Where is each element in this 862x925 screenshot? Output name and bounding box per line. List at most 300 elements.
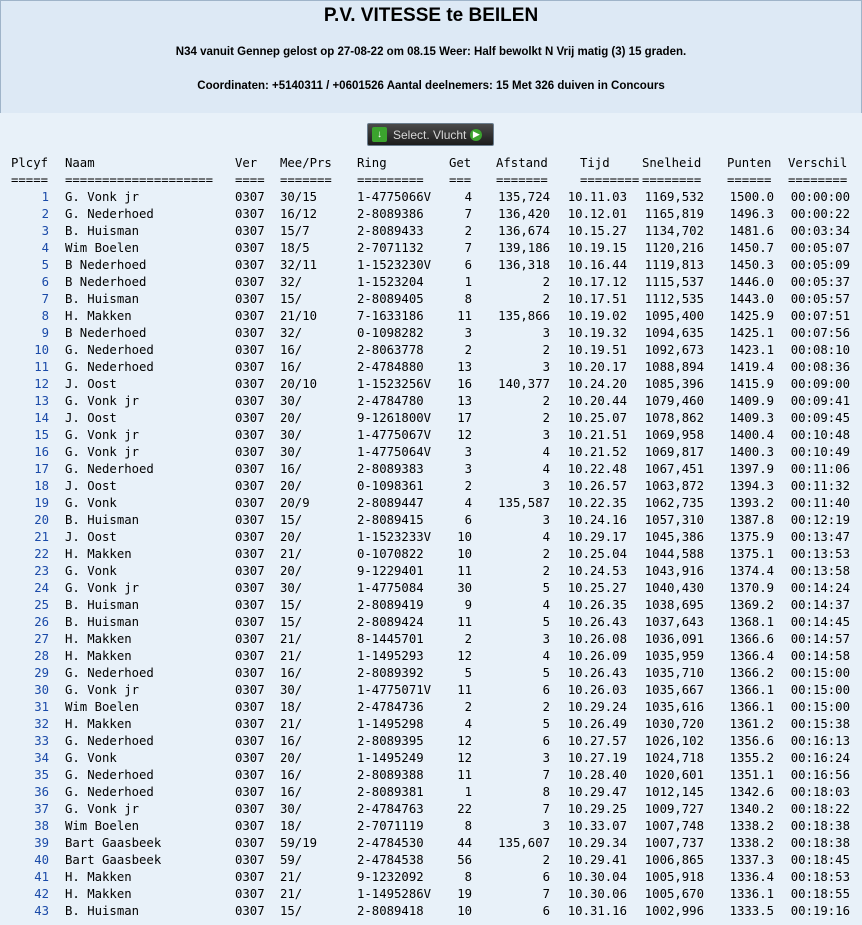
place-cell: 4 [41,241,49,255]
snelheid-cell: 1063,872 [644,479,704,493]
name-cell: B. Huisman [65,224,140,238]
tijd-cell: 10.29.25 [567,802,627,816]
snelheid-cell: 1169,532 [644,190,704,204]
table-row [0,682,862,699]
ring-cell: 2-8089381 [357,785,424,799]
name-cell: G. Vonk jr [65,445,140,459]
table-row [0,359,862,376]
ver-cell: 0307 [235,360,265,374]
punten-cell: 1496.3 [729,207,774,221]
ver-cell: 0307 [235,785,265,799]
ver-cell: 0307 [235,836,265,850]
tijd-cell: 10.19.02 [567,309,627,323]
ver-cell: 0307 [235,904,265,918]
name-cell: G. Nederhoed [65,360,154,374]
mee-prs-cell: 21/10 [280,309,318,323]
place-cell: 6 [41,275,49,289]
place-cell: 21 [34,530,49,544]
punten-cell: 1400.4 [729,428,774,442]
mee-prs-cell: 16/ [280,360,303,374]
afstand-cell: 5 [542,717,550,731]
punten-cell: 1409.9 [729,394,774,408]
get-cell: 30 [457,581,472,595]
get-cell: 12 [457,428,472,442]
afstand-cell: 2 [542,700,550,714]
afstand-cell: 2 [542,411,550,425]
mee-prs-cell: 18/5 [280,241,310,255]
mee-prs-cell: 30/ [280,802,303,816]
ring-cell: 9-1232092 [357,870,424,884]
snelheid-cell: 1035,616 [644,700,704,714]
place-cell: 31 [34,700,49,714]
verschil-cell: 00:05:37 [790,275,850,289]
name-cell: B. Huisman [65,513,140,527]
table-row [0,869,862,886]
snelheid-cell: 1120,216 [644,241,704,255]
punten-cell: 1361.2 [729,717,774,731]
verschil-cell: 00:09:41 [790,394,850,408]
afstand-cell: 135,724 [498,190,550,204]
place-cell: 27 [34,632,49,646]
mee-prs-cell: 15/ [280,615,303,629]
tijd-cell: 10.25.27 [567,581,627,595]
verschil-cell: 00:03:34 [790,224,850,238]
punten-cell: 1393.2 [729,496,774,510]
mee-prs-cell: 15/ [280,904,303,918]
punten-cell: 1450.3 [729,258,774,272]
punten-cell: 1500.0 [729,190,774,204]
ver-cell: 0307 [235,343,265,357]
mee-prs-cell: 20/ [280,751,303,765]
snelheid-cell: 1085,396 [644,377,704,391]
tijd-cell: 10.12.01 [567,207,627,221]
ver-cell: 0307 [235,411,265,425]
arrow-right-icon: ▶ [470,129,482,141]
place-cell: 39 [34,836,49,850]
get-cell: 4 [464,717,472,731]
punten-cell: 1409.3 [729,411,774,425]
tijd-cell: 10.25.07 [567,411,627,425]
mee-prs-cell: 20/ [280,564,303,578]
ring-cell: 2-7071119 [357,819,424,833]
get-cell: 4 [464,496,472,510]
tijd-cell: 10.26.57 [567,479,627,493]
flight-info: N34 vanuit Gennep gelost op 27-08-22 om 08.15 Weer: Half bewolkt N Vrij matig (3) 15 graden. [175,46,687,58]
afstand-cell: 2 [542,275,550,289]
afstand-cell: 136,674 [498,224,550,238]
punten-cell: 1397.9 [729,462,774,476]
snelheid-cell: 1035,667 [644,683,704,697]
name-cell: J. Oost [65,530,117,544]
punten-cell: 1374.4 [729,564,774,578]
punten-cell: 1355.2 [729,751,774,765]
afstand-cell: 3 [542,428,550,442]
ver-cell: 0307 [235,615,265,629]
ver-cell: 0307 [235,292,265,306]
ver-cell: 0307 [235,751,265,765]
tijd-cell: 10.29.47 [567,785,627,799]
verschil-cell: 00:18:45 [790,853,850,867]
snelheid-cell: 1037,643 [644,615,704,629]
separator: ==================== [65,173,214,187]
name-cell: G. Vonk jr [65,394,140,408]
verschil-cell: 00:18:38 [790,836,850,850]
ver-cell: 0307 [235,394,265,408]
table-row [0,512,862,529]
table-row [0,444,862,461]
snelheid-cell: 1005,918 [644,870,704,884]
name-cell: G. Nederhoed [65,768,154,782]
table-row [0,903,862,920]
afstand-cell: 5 [542,666,550,680]
table-row [0,308,862,325]
table-row [0,886,862,903]
table-row [0,852,862,869]
place-cell: 9 [41,326,49,340]
snelheid-cell: 1095,400 [644,309,704,323]
ring-cell: 2-8089405 [357,292,424,306]
punten-cell: 1351.1 [729,768,774,782]
name-cell: G. Vonk jr [65,683,140,697]
table-row [0,801,862,818]
snelheid-cell: 1005,670 [644,887,704,901]
tijd-cell: 10.20.44 [567,394,627,408]
place-cell: 7 [41,292,49,306]
get-cell: 12 [457,649,472,663]
verschil-cell: 00:12:19 [790,513,850,527]
place-cell: 32 [34,717,49,731]
place-cell: 14 [34,411,49,425]
ver-cell: 0307 [235,224,265,238]
afstand-cell: 4 [542,462,550,476]
separator: ======== [788,173,848,187]
place-cell: 28 [34,649,49,663]
verschil-cell: 00:15:38 [790,717,850,731]
get-cell: 12 [457,751,472,765]
ver-cell: 0307 [235,377,265,391]
get-cell: 22 [457,802,472,816]
name-cell: H. Makken [65,717,132,731]
punten-cell: 1340.2 [729,802,774,816]
place-cell: 30 [34,683,49,697]
get-cell: 5 [464,666,472,680]
table-row [0,189,862,206]
name-cell: H. Makken [65,632,132,646]
table-row [0,393,862,410]
ver-cell: 0307 [235,496,265,510]
afstand-cell: 6 [542,683,550,697]
col-header-verschil: Verschil [788,156,848,170]
tijd-cell: 10.26.43 [567,615,627,629]
place-cell: 18 [34,479,49,493]
punten-cell: 1366.1 [729,683,774,697]
ring-cell: 2-8089392 [357,666,424,680]
get-cell: 10 [457,530,472,544]
name-cell: Wim Boelen [65,241,140,255]
verschil-cell: 00:10:49 [790,445,850,459]
get-cell: 17 [457,411,472,425]
separator: ======== [580,173,640,187]
get-cell: 11 [457,615,472,629]
punten-cell: 1366.6 [729,632,774,646]
ring-cell: 2-8089386 [357,207,424,221]
punten-cell: 1370.9 [729,581,774,595]
results-table [0,155,862,920]
afstand-cell: 2 [542,547,550,561]
mee-prs-cell: 18/ [280,700,303,714]
verschil-cell: 00:11:06 [790,462,850,476]
tijd-cell: 10.28.40 [567,768,627,782]
tijd-cell: 10.17.12 [567,275,627,289]
get-cell: 11 [457,309,472,323]
afstand-cell: 3 [542,513,550,527]
afstand-cell: 2 [542,564,550,578]
ver-cell: 0307 [235,802,265,816]
name-cell: H. Makken [65,887,132,901]
snelheid-cell: 1040,430 [644,581,704,595]
verschil-cell: 00:13:58 [790,564,850,578]
verschil-cell: 00:11:40 [790,496,850,510]
get-cell: 4 [464,190,472,204]
punten-cell: 1366.4 [729,649,774,663]
place-cell: 2 [41,207,49,221]
get-cell: 2 [464,224,472,238]
get-cell: 1 [464,785,472,799]
name-cell: G. Nederhoed [65,462,154,476]
ver-cell: 0307 [235,887,265,901]
table-row [0,835,862,852]
place-cell: 33 [34,734,49,748]
mee-prs-cell: 30/ [280,445,303,459]
verschil-cell: 00:05:09 [790,258,850,272]
mee-prs-cell: 32/11 [280,258,318,272]
snelheid-cell: 1115,537 [644,275,704,289]
ver-cell: 0307 [235,241,265,255]
ver-cell: 0307 [235,428,265,442]
table-row [0,291,862,308]
table-row [0,461,862,478]
table-row [0,342,862,359]
ver-cell: 0307 [235,649,265,663]
verschil-cell: 00:07:51 [790,309,850,323]
mee-prs-cell: 32/ [280,275,303,289]
tijd-cell: 10.26.09 [567,649,627,663]
mee-prs-cell: 16/ [280,734,303,748]
snelheid-cell: 1094,635 [644,326,704,340]
punten-cell: 1368.1 [729,615,774,629]
separator: ========= [357,173,424,187]
name-cell: B. Huisman [65,904,140,918]
ver-cell: 0307 [235,819,265,833]
tijd-cell: 10.26.35 [567,598,627,612]
ring-cell: 1-1523204 [357,275,424,289]
separator: ======== [642,173,702,187]
place-cell: 42 [34,887,49,901]
get-cell: 8 [464,292,472,306]
ring-cell: 9-1261800V [357,411,432,425]
verschil-cell: 00:13:53 [790,547,850,561]
get-cell: 11 [457,564,472,578]
snelheid-cell: 1067,451 [644,462,704,476]
afstand-cell: 7 [542,887,550,901]
mee-prs-cell: 59/ [280,853,303,867]
ring-cell: 2-7071132 [357,241,424,255]
tijd-cell: 10.16.44 [567,258,627,272]
ver-cell: 0307 [235,717,265,731]
table-row [0,665,862,682]
place-cell: 13 [34,394,49,408]
snelheid-cell: 1044,588 [644,547,704,561]
mee-prs-cell: 21/ [280,632,303,646]
snelheid-cell: 1088,894 [644,360,704,374]
tijd-cell: 10.27.19 [567,751,627,765]
snelheid-cell: 1006,865 [644,853,704,867]
mee-prs-cell: 21/ [280,870,303,884]
name-cell: J. Oost [65,377,117,391]
col-header-ring: Ring [357,156,387,170]
ring-cell: 2-4784880 [357,360,424,374]
afstand-cell: 135,587 [498,496,550,510]
name-cell: G. Nederhoed [65,343,154,357]
name-cell: G. Vonk [65,751,117,765]
punten-cell: 1425.1 [729,326,774,340]
ring-cell: 2-4784763 [357,802,424,816]
get-cell: 3 [464,326,472,340]
ver-cell: 0307 [235,190,265,204]
snelheid-cell: 1002,996 [644,904,704,918]
ring-cell: 1-4775066V [357,190,432,204]
get-cell: 10 [457,904,472,918]
get-cell: 2 [464,700,472,714]
afstand-cell: 2 [542,394,550,408]
snelheid-cell: 1007,737 [644,836,704,850]
place-cell: 10 [34,343,49,357]
tijd-cell: 10.24.20 [567,377,627,391]
snelheid-cell: 1069,958 [644,428,704,442]
get-cell: 16 [457,377,472,391]
verschil-cell: 00:08:10 [790,343,850,357]
punten-cell: 1342.6 [729,785,774,799]
get-cell: 56 [457,853,472,867]
ring-cell: 1-4775064V [357,445,432,459]
ver-cell: 0307 [235,547,265,561]
ring-cell: 1-4775084 [357,581,424,595]
ring-cell: 2-8089418 [357,904,424,918]
mee-prs-cell: 16/ [280,462,303,476]
col-header-place: Plcyf [11,156,49,170]
snelheid-cell: 1165,819 [644,207,704,221]
tijd-cell: 10.29.41 [567,853,627,867]
name-cell: B. Huisman [65,292,140,306]
table-row [0,427,862,444]
mee-prs-cell: 15/ [280,513,303,527]
place-cell: 41 [34,870,49,884]
ver-cell: 0307 [235,853,265,867]
punten-cell: 1415.9 [729,377,774,391]
name-cell: G. Vonk jr [65,190,140,204]
tijd-cell: 10.26.03 [567,683,627,697]
table-row [0,410,862,427]
ver-cell: 0307 [235,768,265,782]
get-cell: 7 [464,241,472,255]
mee-prs-cell: 30/ [280,581,303,595]
tijd-cell: 10.29.34 [567,836,627,850]
tijd-cell: 10.19.15 [567,241,627,255]
punten-cell: 1366.1 [729,700,774,714]
verschil-cell: 00:16:24 [790,751,850,765]
place-cell: 15 [34,428,49,442]
tijd-cell: 10.22.35 [567,496,627,510]
ver-cell: 0307 [235,632,265,646]
snelheid-cell: 1024,718 [644,751,704,765]
name-cell: G. Nederhoed [65,207,154,221]
col-header-tijd: Tijd [580,156,610,170]
get-cell: 1 [464,275,472,289]
ver-cell: 0307 [235,700,265,714]
tijd-cell: 10.31.16 [567,904,627,918]
col-header-mee: Mee/Prs [280,156,332,170]
mee-prs-cell: 15/ [280,292,303,306]
get-cell: 3 [464,445,472,459]
snelheid-cell: 1078,862 [644,411,704,425]
name-cell: H. Makken [65,547,132,561]
verschil-cell: 00:14:37 [790,598,850,612]
table-row [0,750,862,767]
verschil-cell: 00:09:00 [790,377,850,391]
name-cell: H. Makken [65,870,132,884]
place-cell: 25 [34,598,49,612]
ring-cell: 2-8089395 [357,734,424,748]
table-row [0,648,862,665]
afstand-cell: 3 [542,326,550,340]
name-cell: H. Makken [65,309,132,323]
ver-cell: 0307 [235,275,265,289]
punten-cell: 1425.9 [729,309,774,323]
ver-cell: 0307 [235,326,265,340]
snelheid-cell: 1134,702 [644,224,704,238]
mee-prs-cell: 20/ [280,530,303,544]
afstand-cell: 3 [542,632,550,646]
select-flight-button[interactable] [367,123,494,146]
mee-prs-cell: 16/ [280,768,303,782]
punten-cell: 1356.6 [729,734,774,748]
separator: ====== [727,173,772,187]
verschil-cell: 00:18:22 [790,802,850,816]
verschil-cell: 00:16:56 [790,768,850,782]
place-cell: 22 [34,547,49,561]
ring-cell: 1-1495298 [357,717,424,731]
table-row [0,546,862,563]
get-cell: 11 [457,683,472,697]
punten-cell: 1400.3 [729,445,774,459]
tijd-cell: 10.19.51 [567,343,627,357]
table-row [0,206,862,223]
place-cell: 23 [34,564,49,578]
afstand-cell: 3 [542,479,550,493]
tijd-cell: 10.29.17 [567,530,627,544]
snelheid-cell: 1112,535 [644,292,704,306]
separator: ==== [235,173,265,187]
mee-prs-cell: 59/19 [280,836,318,850]
place-cell: 12 [34,377,49,391]
ver-cell: 0307 [235,462,265,476]
snelheid-cell: 1007,748 [644,819,704,833]
ring-cell: 2-4784538 [357,853,424,867]
table-row [0,733,862,750]
verschil-cell: 00:18:38 [790,819,850,833]
tijd-cell: 10.33.07 [567,819,627,833]
place-cell: 35 [34,768,49,782]
